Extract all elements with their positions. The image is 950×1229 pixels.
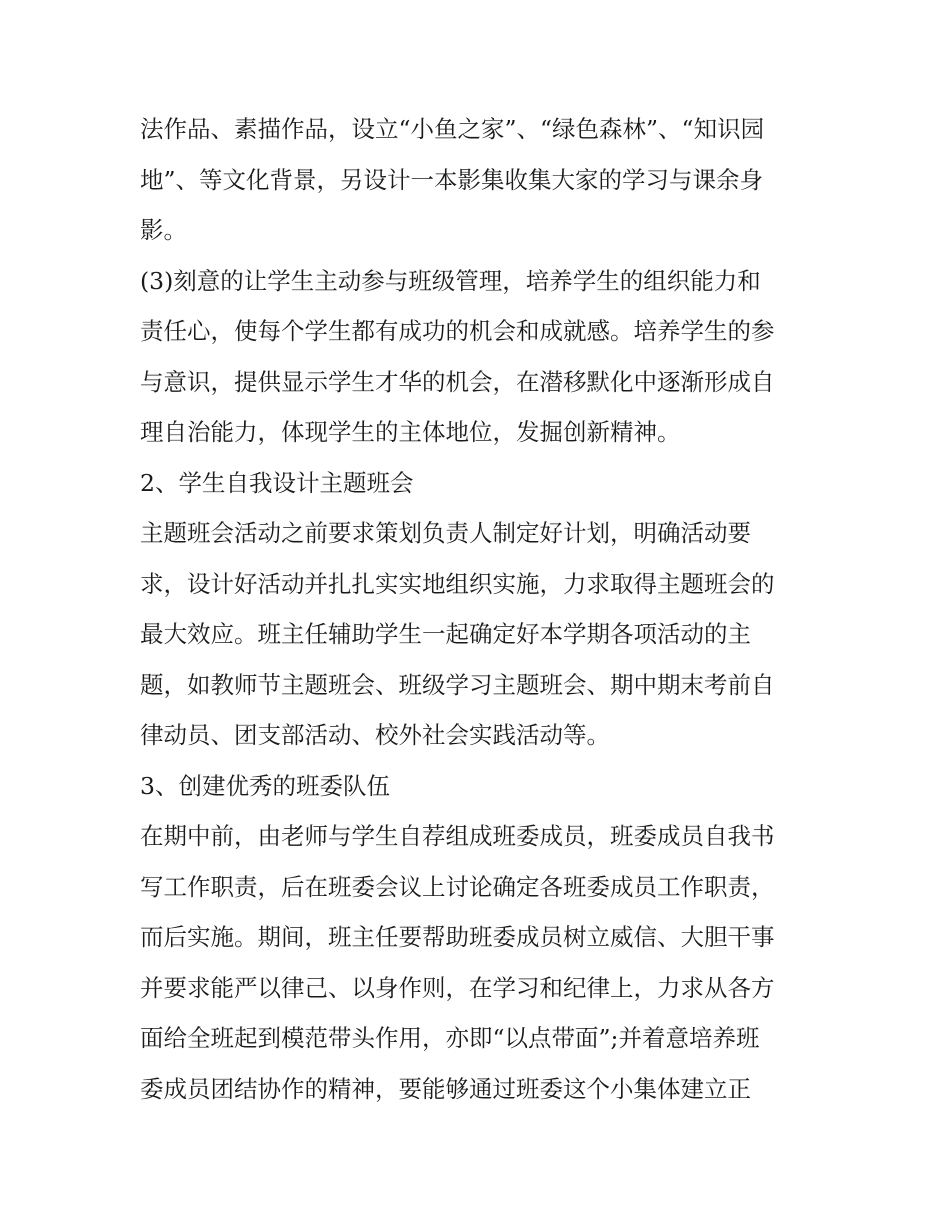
text-line: 面给全班起到模范带头作用，亦即“以点带面”;并着意培养班 bbox=[140, 1024, 760, 1052]
text-line: (3)刻意的让学生主动参与班级管理，培养学生的组织能力和 bbox=[140, 266, 761, 295]
section-heading: 2、学生自我设计主题班会 bbox=[140, 468, 414, 497]
text-line: 求，设计好活动并扎扎实实地组织实施，力求取得主题班会的 bbox=[140, 569, 775, 598]
text-line: 主题班会活动之前要求策划负责人制定好计划，明确活动要 bbox=[140, 519, 751, 547]
text-line: 与意识，提供显示学生才华的机会，在潜移默化中逐渐形成自 bbox=[140, 367, 775, 396]
text-line: 而后实施。期间，班主任要帮助班委成员树立威信、大胆干事 bbox=[140, 923, 775, 951]
text-line: 地”、等文化背景，另设计一本影集收集大家的学习与课余身 bbox=[140, 165, 764, 194]
text-line: 理自治能力，体现学生的主体地位，发掘创新精神。 bbox=[140, 418, 681, 446]
text-line: 在期中前，由老师与学生自荐组成班委成员，班委成员自我书 bbox=[140, 822, 775, 850]
text-line: 影。 bbox=[140, 216, 187, 244]
text-line: 并要求能严以律己、以身作则，在学习和纪律上，力求从各方 bbox=[140, 973, 775, 1002]
text-line: 法作品、素描作品，设立“小鱼之家”、“绿色森林”、“知识园 bbox=[140, 115, 765, 143]
text-line: 委成员团结协作的精神，要能够通过班委这个小集体建立正 bbox=[140, 1074, 751, 1103]
section-heading: 3、创建优秀的班委队伍 bbox=[140, 771, 390, 800]
text-line: 责任心，使每个学生都有成功的机会和成就感。培养学生的参 bbox=[140, 317, 775, 345]
text-line: 题，如教师节主题班会、班级学习主题班会、期中期末考前自 bbox=[140, 670, 775, 699]
text-line: 律动员、团支部活动、校外社会实践活动等。 bbox=[140, 721, 610, 749]
text-line: 最大效应。班主任辅助学生一起确定好本学期各项活动的主 bbox=[140, 620, 751, 648]
document-body bbox=[140, 104, 820, 1114]
text-line: 写工作职责，后在班委会议上讨论确定各班委成员工作职责， bbox=[140, 872, 775, 901]
